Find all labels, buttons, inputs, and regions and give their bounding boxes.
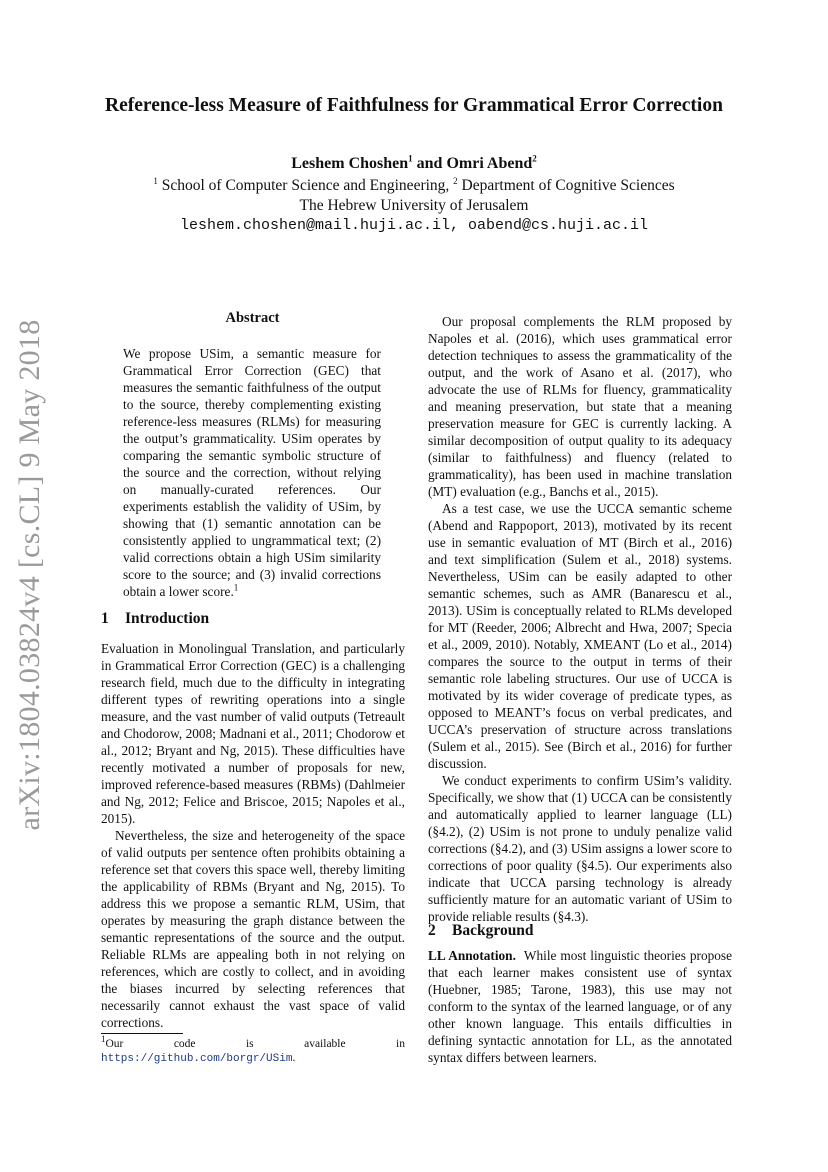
affiliation-2: Department of Cognitive Sciences <box>457 177 675 194</box>
intro-paragraph-2: Nevertheless, the size and heterogeneity of the space of valid outputs per sentence often prohibits obtaining a reference set that covers this space well, thereby limiting the applicability of RBMs (Bryant and Ng, 2015). To address this we propose a semantic RLM, USim, that operates by measuring the graph distance between the semantic representations of the source and the output. Reliable RLMs are appealing both in not relying on references, which are costly to collect, and in avoiding the biases incurred by selecting references that necessarily cannot exhaust the vast space of valid corrections. <box>101 828 405 1030</box>
affiliation-line-1 <box>0 177 828 195</box>
author-2: and Omri Abend <box>412 155 533 172</box>
affil-mark-2: 2 <box>453 175 458 186</box>
footnote-code-link[interactable]: https://github.com/borgr/USim <box>101 1053 293 1065</box>
author-2-affil-mark: 2 <box>532 153 537 164</box>
section-title: Introduction <box>125 610 210 627</box>
paper-title: Reference-less Measure of Faithfulness for Grammatical Error Correction <box>105 95 723 116</box>
section-number: 1 <box>101 610 109 627</box>
footnote-text: Our code is available in <box>105 1038 405 1050</box>
right-paragraph-1: Our proposal complements the RLM proposed by Napoles et al. (2016), which uses grammatical error detection techniques to assess the grammaticality of the output, and the work of Asano et al. (2017), who advocate the use of RLMs for fluency, grammaticality and meaning preservation, but state that a meaning preservation measure for GEC is currently lacking. A similar decomposition of output quality to its adequacy (similar to faithfulness) and fluency (related to grammaticality), has been used in machine translation (MT) evaluation (e.g., Banchs et al., 2015). <box>428 314 732 499</box>
section-number: 2 <box>428 922 436 939</box>
introduction-body <box>101 640 405 1031</box>
affiliation-1: School of Computer Science and Engineering, <box>157 177 454 194</box>
ll-annotation-paragraph <box>428 947 732 1066</box>
section-heading-background <box>428 922 534 940</box>
footnote-rule <box>101 1033 183 1034</box>
section-title: Background <box>452 922 534 939</box>
abstract-body <box>123 345 381 600</box>
section-heading-introduction <box>101 610 209 628</box>
abstract-footnote-mark: 1 <box>233 582 239 593</box>
author-emails: leshem.choshen@mail.huji.ac.il, oabend@cs.huji.ac.il <box>179 217 649 234</box>
affiliation-line-2: The Hebrew University of Jerusalem <box>299 197 529 214</box>
author-1-affil-mark: 1 <box>408 153 413 164</box>
right-paragraph-2: As a test case, we use the UCCA semantic scheme (Abend and Rappoport, 2013), motivated by its recent use in semantic evaluation of MT (Birch et al., 2016) and text simplification (Sulem et al., 2018) systems. Nevertheless, USim can be easily adapted to other semantic schemes, such as AMR (Banarescu et al., 2013). USim is conceptually related to RLMs developed for MT (Reeder, 2006; Albrecht and Hwa, 2007; Specia et al., 2009, 2010). Notably, XMEANT (Lo et al., 2014) compares the source to the output in terms of their semantic role labeling structures. Our use of UCCA is motivated by its wider coverage of predicate types, as opposed to MEANT’s focus on verbal predicates, and UCCA’s preservation of structure across translations (Sulem et al., 2015). See (Birch et al., 2016) for further discussion. <box>428 501 732 771</box>
intro-paragraph-1: Evaluation in Monolingual Translation, and particularly in Grammatical Error Correction (GEC) is a challenging research field, much due to the difficulty in integrating different types of rewriting operations into a single measure, and the vast number of valid outputs (Tetreault and Chodorow, 2008; Madnani et al., 2011; Chodorow et al., 2012; Bryant and Ng, 2015). These difficulties have recently motivated a number of proposals for new, improved reference-based measures (RBMs) (Dahlmeier and Ng, 2012; Felice and Briscoe, 2015; Napoles et al., 2015). <box>101 641 405 826</box>
arxiv-identifier-stamp <box>0 320 60 830</box>
ll-annotation-heading: LL Annotation. <box>428 948 516 963</box>
abstract-heading: Abstract <box>225 310 280 326</box>
footnote: $^1$Our code is available in https://github.com/borgr/USim. <box>101 1034 405 1065</box>
right-column-body <box>428 313 732 925</box>
arxiv-stamp-text: arXiv:1804.03824v4 [cs.CL] 9 May 2018 <box>13 319 46 831</box>
ll-annotation-text: While most linguistic theories propose that each learner makes consistent use of syntax (Huebner, 1985; Tarone, 1983), this use may not conform to the syntax of the learned language, or of any other known language. This entails difficulties in defining syntactic annotation for LL, as the annotated syntax differs between learners. <box>428 948 732 1065</box>
footnote-mark: 1 <box>101 1034 106 1045</box>
author-line <box>0 155 828 173</box>
affil-mark-1: 1 <box>153 175 158 186</box>
author-1: Leshem Choshen <box>291 155 409 172</box>
abstract-text: We propose USim, a semantic measure for Grammatical Error Correction (GEC) that measures the semantic faithfulness of the output to the source, thereby complementing existing reference-less measures (RLMs) for measuring the output’s grammaticality. USim operates by comparing the semantic symbolic structure of the source and the correction, without relying on manually-curated references. Our experiments establish the validity of USim, by showing that (1) semantic annotation can be consistently applied to ungrammatical text; (2) valid corrections obtain a high USim similarity score to the source; and (3) invalid corrections obtain a lower score. <box>123 346 381 599</box>
right-paragraph-3: We conduct experiments to confirm USim’s validity. Specifically, we show that (1) UCCA can be consistently and automatically applied to learner language (LL) (§4.2), (2) USim is not prone to unduly penalize valid corrections (§4.2), and (3) USim assigns a lower score to corrections of poor quality (§4.5). Our experiments also indicate that UCCA parsing technology is already sufficiently mature for an automatic variant of USim to provide reliable results (§4.3). <box>428 773 732 924</box>
